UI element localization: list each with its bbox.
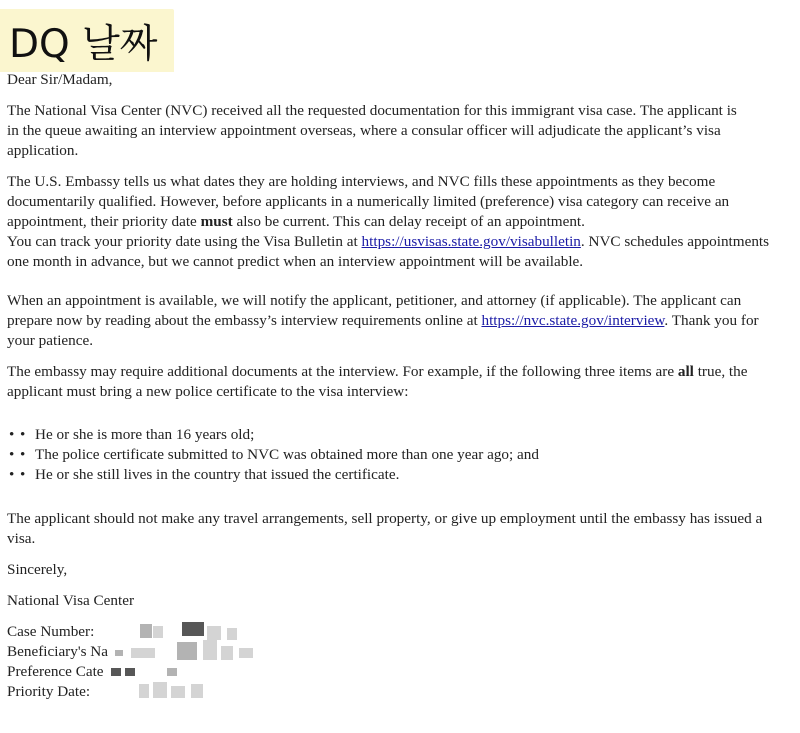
case-number-label: Case Number: bbox=[7, 623, 95, 640]
text-segment: The embassy may require additional documents at the interview. For example, if the following three items are bbox=[7, 363, 678, 380]
redacted-value bbox=[139, 684, 149, 698]
redacted-value bbox=[153, 682, 167, 698]
redacted-value bbox=[177, 642, 197, 660]
paragraph-line: your patience. bbox=[7, 332, 94, 349]
preference-category-row bbox=[7, 662, 800, 682]
redacted-value bbox=[221, 646, 233, 660]
paragraph-line: in the queue awaiting an interview appointment overseas, where a consular officer will adjudicate the applicant’s visa bbox=[7, 122, 721, 139]
list-item-text: He or she is more than 16 years old; bbox=[35, 426, 255, 443]
redacted-value bbox=[203, 640, 217, 660]
paragraph-additional-documents bbox=[7, 362, 800, 402]
text-segment: You can track your priority date using the Visa Bulletin at bbox=[7, 233, 362, 250]
paragraph-line bbox=[7, 311, 800, 331]
redacted-value bbox=[167, 668, 177, 676]
text-segment: also be current. This can delay receipt of an appointment. bbox=[232, 213, 585, 230]
priority-date-row bbox=[7, 682, 800, 702]
redacted-value bbox=[115, 650, 123, 656]
bullet-icon: • bbox=[20, 466, 26, 483]
paragraph-line: visa. bbox=[7, 530, 36, 547]
list-item-text: He or she still lives in the country that issued the certificate. bbox=[35, 466, 400, 483]
signature: National Visa Center bbox=[7, 592, 135, 609]
visa-bulletin-link[interactable]: https://usvisas.state.gov/visabulletin bbox=[361, 233, 581, 250]
redacted-value bbox=[191, 684, 203, 698]
paragraph-queue-status bbox=[7, 101, 800, 161]
paragraph-line bbox=[7, 362, 800, 382]
bullet-icon: • bbox=[9, 446, 15, 463]
text-segment: . NVC schedules appointments bbox=[580, 233, 770, 250]
bullet-icon: • bbox=[9, 426, 15, 443]
bullet-icon: • bbox=[9, 466, 15, 483]
preference-category-label: Preference Cate bbox=[7, 663, 104, 680]
paragraph-line: one month in advance, but we cannot predict when an interview appointment will be available. bbox=[7, 253, 584, 270]
paragraph-line: When an appointment is available, we will notify the applicant, petitioner, and attorney (if applicable). The applicant can bbox=[7, 292, 742, 309]
paragraph-travel-warning bbox=[7, 509, 800, 549]
bullet-icon: • bbox=[20, 426, 26, 443]
redacted-value bbox=[111, 668, 121, 676]
priority-date-label: Priority Date: bbox=[7, 683, 91, 700]
paragraph-line bbox=[7, 232, 800, 252]
letter-body bbox=[7, 70, 800, 702]
beneficiary-name-row bbox=[7, 642, 800, 662]
case-number-row bbox=[7, 622, 800, 642]
paragraph-line: The applicant should not make any travel arrangements, sell property, or give up employment until the embassy has issued a bbox=[7, 510, 763, 527]
redacted-value bbox=[140, 624, 152, 638]
paragraph-line: applicant must bring a new police certificate to the visa interview: bbox=[7, 383, 409, 400]
beneficiary-name-label: Beneficiary's Na bbox=[7, 643, 108, 660]
case-details bbox=[7, 622, 800, 702]
title-banner bbox=[0, 9, 174, 72]
list-item bbox=[9, 425, 800, 445]
paragraph-line: The National Visa Center (NVC) received all the requested documentation for this immigrant visa case. The applicant is bbox=[7, 102, 737, 119]
paragraph-scheduling bbox=[7, 172, 800, 272]
redacted-value bbox=[131, 648, 155, 658]
redacted-value bbox=[227, 628, 237, 640]
text-segment: . Thank you for bbox=[664, 312, 759, 329]
paragraph-line: The U.S. Embassy tells us what dates they are holding interviews, and NVC fills these appointments as they become bbox=[7, 173, 716, 190]
text-segment: prepare now by reading about the embassy’s interview requirements online at bbox=[7, 312, 482, 329]
bold-must: must bbox=[200, 213, 233, 230]
paragraph-notification bbox=[7, 291, 800, 351]
text-segment: true, the bbox=[693, 363, 748, 380]
interview-requirements-link[interactable]: https://nvc.state.gov/interview bbox=[481, 312, 665, 329]
redacted-value bbox=[153, 626, 163, 638]
greeting: Dear Sir/Madam, bbox=[7, 71, 113, 88]
redacted-value bbox=[171, 686, 185, 698]
redacted-value bbox=[125, 668, 135, 676]
paragraph-line: documentarily qualified. However, before applicants in a numerically limited (preference) visa category can receive an bbox=[7, 193, 730, 210]
paragraph-line bbox=[7, 212, 800, 232]
banner-title: DQ 날짜 bbox=[9, 22, 158, 67]
paragraph-line: application. bbox=[7, 142, 79, 159]
closing: Sincerely, bbox=[7, 561, 68, 578]
redacted-value bbox=[182, 622, 204, 636]
list-item bbox=[9, 445, 800, 465]
redacted-value bbox=[239, 648, 253, 658]
bold-all: all bbox=[677, 363, 694, 380]
list-item bbox=[9, 465, 800, 485]
bullet-icon: • bbox=[20, 446, 26, 463]
police-certificate-conditions-list bbox=[7, 425, 800, 485]
redacted-value bbox=[207, 626, 221, 640]
text-segment: appointment, their priority date bbox=[7, 213, 201, 230]
list-item-text: The police certificate submitted to NVC was obtained more than one year ago; and bbox=[35, 446, 539, 463]
